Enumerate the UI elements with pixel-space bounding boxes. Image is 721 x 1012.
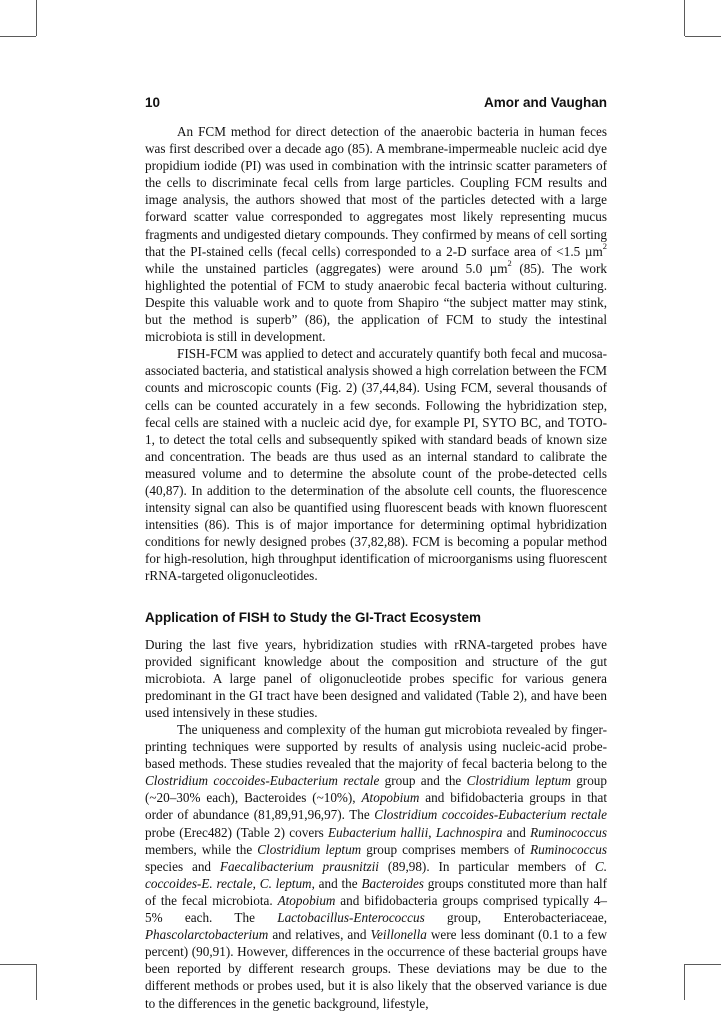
paragraph-hybridization-studies: During the last five years, hybridization studies with rRNA-targeted probes have provided significant knowledge about the composition and structure of the gut microbiota. A large panel of oligonucleotide probes specific for various genera predominant in the GI tract have been designed and validated (Table 2), and have been used intensively in these studies.: [145, 636, 607, 720]
crop-mark: [685, 36, 721, 37]
crop-mark: [36, 0, 37, 36]
crop-mark: [36, 964, 37, 1000]
body-text: [145, 123, 607, 1012]
crop-mark: [0, 36, 36, 37]
paragraph-fish-fcm: FISH-FCM was applied to detect and accurately quantify both fecal and mucosa-associated bacteria, and statistical analysis showed a high correlation between the FCM counts and microscopic counts (Fig. 2) (37,44,84). Using FCM, several thousands of cells can be counted accurately in a few seconds. Following the hybridization step, fecal cells are stained with a nucleic acid dye, for example PI, SYTO BC, and TOTO-1, to detect the total cells and subsequently spiked with standard beads of known size and concentration. The beads are thus used as an internal standard to calibrate the measured volume and to determine the absolute count of the probe-detected cells (40,87). In addition to the determination of the absolute cell counts, the fluorescence intensity signal can also be quantified using fluorescent beads with known fluorescent intensities (86). This is of major importance for determining optimal hybridization conditions for newly designed probes (37,82,88). FCM is becoming a popular method for high-resolution, high throughput identification of microorganisms using fluorescent rRNA-targeted oligonucleotides.: [145, 346, 607, 584]
running-header: [145, 95, 607, 115]
paragraph-gut-microbiota: The uniqueness and complexity of the human gut microbiota revealed by finger-printing techniques were supported by results of analysis using nucleic-acid probe-based methods. These studies revealed that the majority of fecal bacteria belong to the Clostridium coccoides-Eubacterium rectale group and the Clostridium leptum group (~20–30% each), Bacteroides (~10%), Atopobium and bifidobacteria groups in that order of abundance (81,89,91,96,97). The Clostridium coccoides-Eubacterium rectale probe (Erec482) (Table 2) covers Eubacterium hallii, Lachnospira and Ruminococcus members, while the Clostridium leptum group comprises members of Ruminococcus species and Faecalibacterium prausnitzii (89,98). In particular members of C. coccoides-E. rectale, C. leptum, and the Bacteroides groups constituted more than half of the fecal microbiota. Atopobium and bifidobacteria groups comprised typically 4–5% each. The Lactobacillus-Enterococcus group, Enterobacteriaceae, Phascolarctobacterium and relatives, and Veillonella were less dominant (0.1 to a few percent) (90,91). However, differences in the occurrence of these bacterial groups have been reported by different research groups. These deviations may be due to the different methods or probes used, but it is also likely that the observed variance is due to the differences in the genetic background, lifestyle,: [145, 722, 608, 1011]
crop-mark: [684, 0, 685, 36]
crop-mark: [0, 964, 36, 965]
crop-mark: [684, 964, 685, 1000]
crop-mark: [685, 964, 721, 965]
running-head-authors: Amor and Vaughan: [483, 95, 607, 110]
paragraph-fcm-method: An FCM method for direct detection of the anaerobic bacteria in human feces was first described over a decade ago (85). A membrane-impermeable nucleic acid dye propidium iodide (PI) was used in combination with the intrinsic scatter parameters of the cells to discriminate fecal cells from large particles. Coupling FCM results and image analysis, the authors showed that most of the particles detected with a large forward scatter value corresponded to aggregates most likely representing mucus fragments and undigested dietary compounds. They confirmed by means of cell sorting that the PI-stained cells (fecal cells) corresponded to a 2-D surface area of <1.5 µm$^2$ while the unstained particles (aggregates) were around 5.0 µm$^2$ (85). The work highlighted the potential of FCM to study anaerobic fecal bacteria without culturing. Despite this valuable work and to quote from Shapiro “the subject matter may stink, but the method is superb” (86), the application of FCM to study the intestinal microbiota is still in development.: [145, 124, 607, 345]
page-number: 10: [145, 95, 161, 110]
section-heading: Application of FISH to Study the GI-Tract Ecosystem: [145, 609, 482, 625]
